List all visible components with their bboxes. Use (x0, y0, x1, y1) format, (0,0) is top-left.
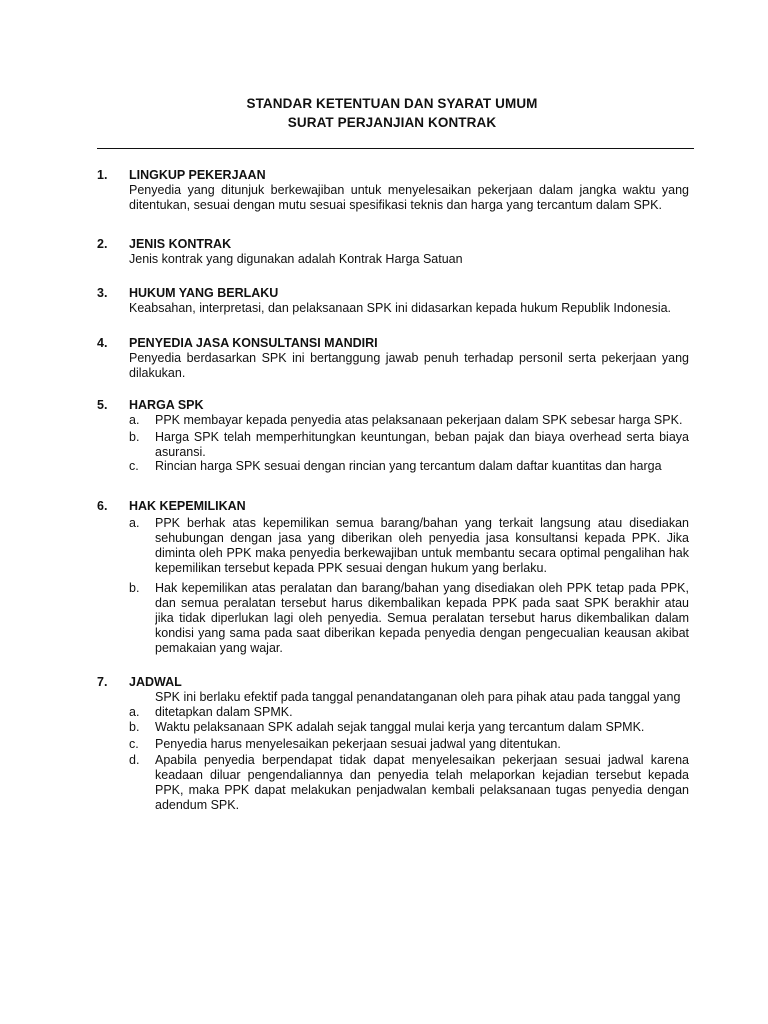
item-line: PPK membayar kepada penyedia atas pelaksanaan pekerjaan dalam SPK sebesar harga SPK. (155, 413, 683, 427)
section-number: 7. (97, 675, 108, 689)
document-title-line-1: STANDAR KETENTUAN DAN SYARAT UMUM (246, 96, 538, 111)
section-heading: JADWAL (129, 675, 182, 689)
section-body (129, 301, 689, 316)
item-letter: a. (129, 705, 140, 719)
item-letter: b. (129, 720, 140, 734)
document-title-line-2: SURAT PERJANJIAN KONTRAK (287, 115, 497, 130)
item-line: Rincian harga SPK sesuai dengan rincian yang tercantum dalam daftar kuantitas dan harga (155, 459, 662, 473)
item-line: PPK berhak atas kepemilikan semua barang/bahan yang terkait langsung atau disediakan (155, 516, 689, 530)
item-line: sehubungan dengan jasa yang diberikan oleh penyedia jasa konsultansi kepada PPK. Jika (155, 531, 689, 545)
item-line: Apabila penyedia berpendapat tidak dapat menyelesaikan pekerjaan sesuai jadwal karena (155, 753, 689, 767)
item-line: diminta oleh PPK maka penyedia berkewajiban untuk membantu secara optimal pengalihan hak (155, 546, 689, 560)
body-line: dilakukan. (129, 366, 186, 380)
section-heading: HAK KEPEMILIKAN (129, 499, 246, 513)
section-heading: LINGKUP PEKERJAAN (129, 168, 266, 182)
body-line: Keabsahan, interpretasi, dan pelaksanaan SPK ini didasarkan kepada hukum Republik Indonesia. (129, 301, 672, 315)
item-line: pemakaian yang wajar. (155, 641, 283, 655)
item-line: Penyedia harus menyelesaikan pekerjaan sesuai jadwal yang ditentukan. (155, 737, 561, 751)
item-letter: d. (129, 753, 140, 767)
section-heading: PENYEDIA JASA KONSULTANSI MANDIRI (129, 336, 378, 350)
item-line: dan semua peralatan tersebut harus dikembalikan kepada PPK pada saat SPK berakhir atau (155, 596, 689, 610)
section-body (129, 351, 689, 381)
section-heading: HARGA SPK (129, 398, 204, 412)
item-line: Waktu pelaksanaan SPK adalah sejak tanggal mulai kerja yang tercantum dalam SPMK. (155, 720, 645, 734)
item-line: kepemilikan tersebut kepada PPK sesuai dengan hukum yang berlaku. (155, 561, 547, 575)
body-line: Penyedia yang ditunjuk berkewajiban untuk menyelesaikan pekerjaan dalam jangka waktu yang (129, 183, 689, 197)
item-letter: a. (129, 516, 140, 530)
body-line: ditentukan, sesuai dengan mutu sesuai spesifikasi teknis dan harga yang tercantum dalam SPK. (129, 198, 662, 212)
item-line: adendum SPK. (155, 798, 240, 812)
item-line: asuransi. (155, 445, 206, 459)
section-heading: JENIS KONTRAK (129, 237, 232, 251)
item-letter: c. (129, 737, 139, 751)
section-body (129, 183, 689, 213)
section-number: 4. (97, 336, 108, 350)
item-line: Hak kepemilikan atas peralatan dan barang/bahan yang disediakan oleh PPK tetap pada PPK, (155, 581, 689, 595)
item-letter: b. (129, 581, 140, 595)
item-letter: a. (129, 413, 140, 427)
item-line: jika tidak diperlukan lagi oleh penyedia. Semua peralatan tersebut harus dikembalikan dalam (155, 611, 689, 625)
item-letter: b. (129, 430, 140, 444)
item-line: PPK, maka PPK dapat melakukan penjadwalan kembali pelaksanaan tugas penyedia dengan (155, 783, 689, 797)
section-heading: HUKUM YANG BERLAKU (129, 286, 279, 300)
body-line: Jenis kontrak yang digunakan adalah Kontrak Harga Satuan (129, 252, 463, 266)
item-line: keadaan diluar pengendaliannya dan penyedia telah melaporkan kejadian tersebut kepada (155, 768, 689, 782)
item-letter: c. (129, 459, 139, 473)
section-number: 5. (97, 398, 108, 412)
section-body (129, 252, 689, 267)
section-number: 6. (97, 499, 108, 513)
body-line: Penyedia berdasarkan SPK ini bertanggung jawab penuh terhadap personil serta pekerjaan yang (129, 351, 689, 365)
section-number: 3. (97, 286, 108, 300)
item-line: SPK ini berlaku efektif pada tanggal penandatanganan oleh para pihak atau pada tanggal yang (155, 690, 681, 704)
item-line: Harga SPK telah memperhitungkan keuntungan, beban pajak dan biaya overhead serta biaya (155, 430, 689, 444)
title-divider (97, 148, 694, 149)
item-line: kondisi yang sama pada saat diberikan kepada penyedia dengan pengecualian keausan akibat (155, 626, 689, 640)
section-number: 1. (97, 168, 108, 182)
item-line: ditetapkan dalam SPMK. (155, 705, 293, 719)
section-number: 2. (97, 237, 108, 251)
